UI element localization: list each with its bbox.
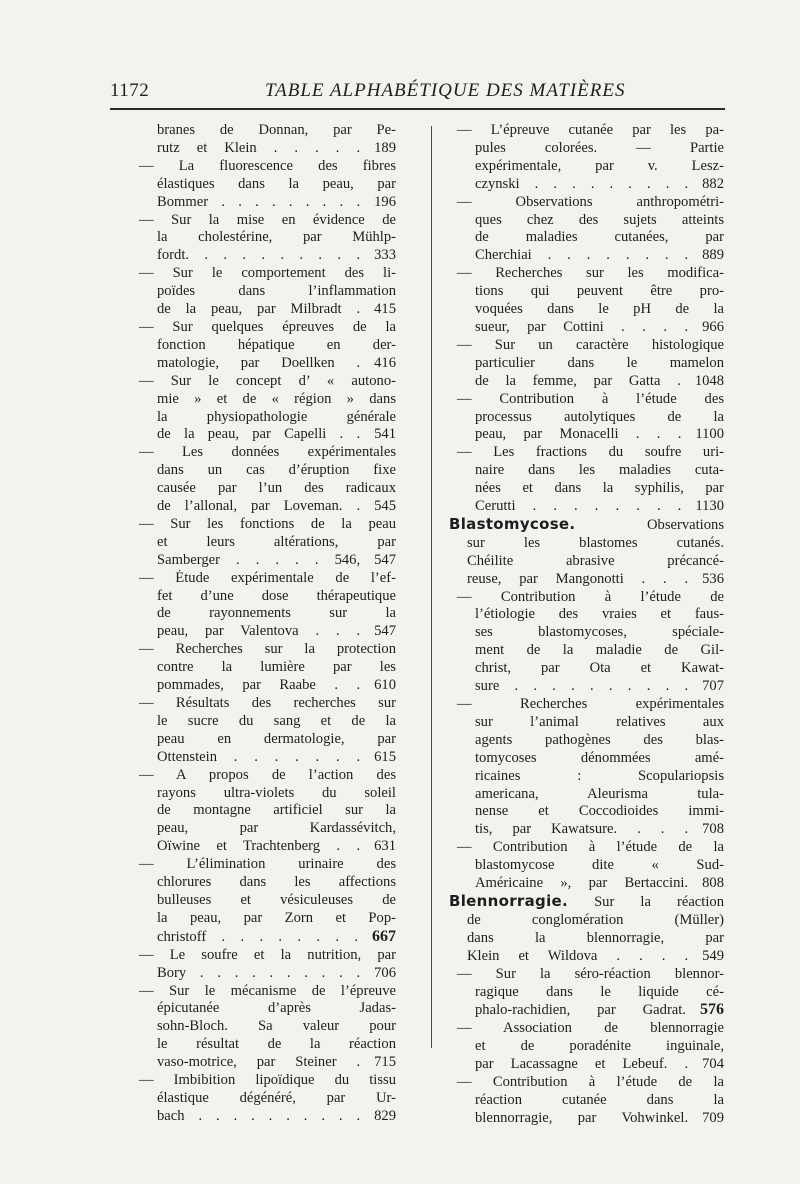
entry-line: l’étiologie des vraies et faus- bbox=[475, 606, 724, 623]
entry-line: la peau, par Zorn et Pop- bbox=[157, 909, 396, 926]
entry-line: — Les fractions du soufre uri- bbox=[457, 444, 724, 461]
entry-line: de rayonnements sur la bbox=[157, 605, 396, 622]
entry-text: Cerutti . . . . . . . . bbox=[475, 498, 682, 515]
entry-line: — Les données expérimentales bbox=[139, 444, 396, 461]
index-entry bbox=[449, 265, 724, 337]
entry-line: le résultat de la réaction bbox=[157, 1036, 396, 1053]
entry-line: Chéilite abrasive précancé- bbox=[467, 552, 724, 569]
index-entry bbox=[449, 122, 724, 194]
entry-last-line bbox=[449, 1110, 724, 1128]
entry-line: pules colorées. — Partie bbox=[475, 139, 724, 156]
entry-line: — Recherches sur les modifica- bbox=[457, 265, 724, 282]
entry-last-line bbox=[449, 176, 724, 194]
entry-line: — Sur le concept d’ « autono- bbox=[139, 372, 396, 389]
index-entry bbox=[131, 265, 396, 319]
entry-line: blastomycose dite « Sud- bbox=[475, 857, 724, 874]
entry-text: Ottenstein . . . . . . . bbox=[157, 748, 361, 765]
entry-line: ragique dans le liquide cé- bbox=[475, 983, 724, 1000]
entry-page-number: 704 bbox=[702, 1056, 724, 1073]
entry-page-number: 547 bbox=[374, 551, 396, 568]
entry-last-line bbox=[449, 678, 724, 696]
entry-page-number: 1100 bbox=[695, 426, 724, 443]
entry-line: le sucre du sang et de la bbox=[157, 712, 396, 729]
index-entry bbox=[131, 516, 396, 570]
entry-line: — Contribution à l’étude des bbox=[457, 390, 724, 407]
column-divider bbox=[431, 126, 432, 1048]
index-entry bbox=[131, 570, 396, 642]
entry-text: reuse, par Mangonotti . . . bbox=[467, 570, 689, 587]
entry-line: ment de la maladie de Gil- bbox=[475, 642, 724, 659]
entry-line: sur les blastomes cutanés. bbox=[467, 534, 724, 551]
entry-page-number: 707 bbox=[702, 678, 724, 695]
index-entry bbox=[449, 1020, 724, 1074]
entry-last-line bbox=[449, 948, 724, 966]
entry-page-number: 631 bbox=[374, 838, 396, 855]
index-entry bbox=[131, 212, 396, 266]
index-entry bbox=[449, 966, 724, 1021]
index-entry bbox=[131, 1072, 396, 1126]
index-entry bbox=[449, 444, 724, 516]
entry-line: — Observations anthropométri- bbox=[457, 193, 724, 210]
entry-line: et leurs altérations, par bbox=[157, 533, 396, 550]
right-column bbox=[449, 122, 724, 1128]
entry-line: élastiques dans la peau, par bbox=[157, 175, 396, 192]
entry-last-line bbox=[449, 1056, 724, 1074]
entry-line: — Le soufre et la nutrition, par bbox=[139, 946, 396, 963]
entry-line: ques chez des sujets atteints bbox=[475, 211, 724, 228]
entry-last-line bbox=[131, 247, 396, 265]
index-heading-entry bbox=[449, 516, 724, 589]
entry-page-number: 715 bbox=[374, 1054, 396, 1071]
index-entry bbox=[131, 158, 396, 212]
entry-line: — Association de blennorragie bbox=[457, 1020, 724, 1037]
entry-last-line bbox=[131, 677, 396, 695]
entry-line: nées et dans la syphilis, par bbox=[475, 480, 724, 497]
entry-page-number: 536 bbox=[702, 570, 724, 587]
entry-line: nense et Coccodioides immi- bbox=[475, 803, 724, 820]
entry-line: sohn-Bloch. Sa valeur pour bbox=[157, 1018, 396, 1035]
entry-line: mie » et de « région » dans bbox=[157, 390, 396, 407]
entry-page-number: 615 bbox=[374, 748, 396, 765]
entry-last-line bbox=[131, 355, 396, 373]
entry-line: sur l’animal relatives aux bbox=[475, 713, 724, 730]
entry-last-line bbox=[449, 426, 724, 444]
entry-line: voquées dans le pH de la bbox=[475, 301, 724, 318]
entry-text: pommades, par Raabe . . bbox=[157, 677, 361, 694]
running-title: TABLE ALPHABÉTIQUE DES MATIÈRES bbox=[265, 80, 626, 101]
entry-last-line bbox=[131, 623, 396, 641]
entry-line: — Sur un caractère histologique bbox=[457, 336, 724, 353]
entry-last-line bbox=[449, 319, 724, 337]
entry-last-line bbox=[131, 140, 396, 158]
index-entry bbox=[131, 122, 396, 158]
entry-page-number: 706 bbox=[374, 964, 396, 981]
entry-text: sure . . . . . . . . . . bbox=[475, 678, 689, 695]
entry-line: réaction cutanée dans la bbox=[475, 1091, 724, 1108]
entry-text: czynski . . . . . . . . . bbox=[475, 175, 689, 192]
entry-page-number: 333 bbox=[374, 247, 396, 264]
entry-last-line bbox=[131, 965, 396, 983]
entry-line: dans la blennorragie, par bbox=[467, 929, 724, 946]
page-number: 1172 bbox=[110, 80, 150, 101]
index-entry bbox=[131, 983, 396, 1073]
index-entry bbox=[449, 391, 724, 445]
entry-page-number: 709 bbox=[702, 1109, 724, 1126]
index-entry bbox=[449, 696, 724, 839]
entry-text: Cherchiai . . . . . . . . bbox=[475, 247, 689, 264]
entry-page-number: 708 bbox=[702, 821, 724, 838]
entry-text: Bory . . . . . . . . . . bbox=[157, 964, 361, 981]
entry-line: fonction hépatique en der- bbox=[157, 336, 396, 353]
entry-line: chlorures dans les affections bbox=[157, 874, 396, 891]
index-entry bbox=[449, 839, 724, 893]
index-entry bbox=[449, 337, 724, 391]
index-entry bbox=[131, 319, 396, 373]
entry-last-line bbox=[131, 426, 396, 444]
entry-line: fet d’une dose thérapeutique bbox=[157, 587, 396, 604]
entry-line: — Sur les fonctions de la peau bbox=[139, 515, 396, 532]
entry-line: élastique dégénéré, par Ur- bbox=[157, 1089, 396, 1106]
entry-line: peau en dermatologie, par bbox=[157, 730, 396, 747]
index-entry bbox=[449, 589, 724, 696]
entry-last-line bbox=[131, 1108, 396, 1126]
entry-line: — L’épreuve cutanée par les pa- bbox=[457, 122, 724, 138]
entry-last-line bbox=[131, 838, 396, 856]
entry-page-number: 1048 bbox=[694, 372, 724, 389]
index-entry bbox=[131, 856, 396, 947]
entry-line: — Imbibition lipoïdique du tissu bbox=[139, 1072, 396, 1089]
entry-page-number: 549 bbox=[702, 947, 724, 964]
leader-space bbox=[681, 373, 687, 389]
entry-line: rayons ultra-violets du soleil bbox=[157, 784, 396, 801]
entry-line: — Sur la mise en évidence de bbox=[139, 211, 396, 228]
entry-last-line bbox=[131, 1054, 396, 1072]
entry-line: et de poradénite inguinale, bbox=[475, 1038, 724, 1055]
entry-line: causée par l’un des radicaux bbox=[157, 480, 396, 497]
entry-line: ricaines : Scopulariopsis bbox=[475, 767, 724, 784]
entry-line: tomycoses dénommées amé- bbox=[475, 749, 724, 766]
entry-text: fordt. . . . . . . . . . bbox=[157, 247, 361, 264]
entry-text: blennorragie, par Vohwinkel. bbox=[475, 1109, 689, 1126]
entry-last-line bbox=[449, 571, 724, 589]
entry-line: — La fluorescence des fibres bbox=[139, 157, 396, 174]
entry-text: de l’allonal, par Loveman. . bbox=[157, 498, 361, 515]
entry-line: naire dans les maladies cuta- bbox=[475, 462, 724, 479]
index-entry bbox=[449, 194, 724, 266]
index-entry bbox=[449, 1074, 724, 1128]
entry-page-number: 196 bbox=[374, 193, 396, 210]
index-entry bbox=[131, 444, 396, 516]
entry-page-number: 541 bbox=[374, 426, 396, 443]
entry-line: — Recherches sur la protection bbox=[139, 641, 396, 658]
entry-line: épicutanée d’après Jadas- bbox=[157, 1000, 396, 1017]
entry-last-line bbox=[449, 875, 724, 893]
entry-text: Klein et Wildova . . . . bbox=[467, 947, 689, 964]
entry-page-number: 889 bbox=[702, 247, 724, 264]
entry-text: de la peau, par Milbradt . bbox=[157, 301, 361, 318]
entry-last-line bbox=[131, 552, 396, 570]
entry-page-number: 882 bbox=[702, 175, 724, 192]
entry-page-number: 545 bbox=[374, 498, 396, 515]
entry-line: particulier dans le mamelon bbox=[475, 354, 724, 371]
entry-line: — Contribution à l’étude de la bbox=[457, 839, 724, 856]
entry-line: contre la lumière par les bbox=[157, 659, 396, 676]
entry-line bbox=[449, 516, 724, 535]
entry-line: — L’élimination urinaire des bbox=[139, 856, 396, 873]
entry-line: — Recherches expérimentales bbox=[457, 696, 724, 712]
index-entry bbox=[131, 641, 396, 695]
entry-page-number: 415 bbox=[374, 301, 396, 318]
entry-page-number: 576 bbox=[700, 1001, 724, 1019]
entry-last-line bbox=[131, 749, 396, 767]
entry-text: de la femme, par Gatta . bbox=[475, 372, 681, 389]
entry-line: la physiopathologie générale bbox=[157, 408, 396, 425]
entry-line: tions qui peuvent être pro- bbox=[475, 283, 724, 300]
entry-line: — Sur le comportement des li- bbox=[139, 265, 396, 282]
entry-text: tis, par Kawatsure. . . . bbox=[475, 821, 689, 838]
entry-line: branes de Donnan, par Pe- bbox=[157, 122, 396, 138]
entry-page-number: 1130 bbox=[695, 498, 724, 515]
entry-line: christ, par Ota et Kawat- bbox=[475, 660, 724, 677]
entry-line: — Résultats des recherches sur bbox=[139, 695, 396, 711]
entry-text: de la peau, par Capelli . . bbox=[157, 426, 361, 443]
entry-line: — Sur quelques épreuves de la bbox=[139, 318, 396, 335]
entry-line: expérimentale, par v. Lesz- bbox=[475, 157, 724, 174]
entry-line: la cholestérine, par Mühlp- bbox=[157, 229, 396, 246]
entry-text: bach . . . . . . . . . . bbox=[157, 1107, 361, 1124]
entry-line: — Contribution à l’étude de la bbox=[457, 1074, 724, 1091]
entry-line: de conglomération (Müller) bbox=[467, 911, 724, 928]
entry-text: peau, par Valentova . . . bbox=[157, 623, 361, 640]
entry-page-number: 547 bbox=[374, 623, 396, 640]
entry-page-number: 189 bbox=[374, 139, 396, 156]
entry-text: matologie, par Doellken . bbox=[157, 354, 361, 371]
entry-last-line bbox=[131, 301, 396, 319]
entry-text: peau, par Monacelli . . . bbox=[475, 426, 682, 443]
page-header bbox=[110, 78, 725, 104]
index-entry bbox=[131, 767, 396, 857]
entry-text: Sur la réaction bbox=[594, 893, 724, 910]
entry-line: processus autolytiques de la bbox=[475, 408, 724, 425]
entry-page-number: 610 bbox=[374, 677, 396, 694]
index-entry bbox=[131, 373, 396, 445]
entry-text: vaso-motrice, par Steiner . bbox=[157, 1054, 361, 1071]
entry-page-number: 808 bbox=[702, 875, 724, 892]
entry-line: ses blastomycoses, spéciale- bbox=[475, 624, 724, 641]
entry-text: par Lacassagne et Lebeuf. . bbox=[475, 1056, 689, 1073]
entry-last-line bbox=[449, 373, 724, 391]
entry-page-number: 416 bbox=[374, 354, 396, 371]
entry-line: — Étude expérimentale de l’ef- bbox=[139, 569, 396, 586]
entry-line: agents pathogènes des blas- bbox=[475, 731, 724, 748]
entry-last-line bbox=[131, 498, 396, 516]
entry-page-number: 966 bbox=[702, 318, 724, 335]
entry-line: — Sur le mécanisme de l’épreuve bbox=[139, 982, 396, 999]
index-entry bbox=[131, 695, 396, 767]
entry-text: Bommer . . . . . . . . . bbox=[157, 193, 361, 210]
entry-text: Américaine », par Bertaccini. bbox=[475, 875, 689, 892]
entry-last-line bbox=[131, 194, 396, 212]
entry-line: — Contribution à l’étude de bbox=[457, 588, 724, 605]
entry-line: de montagne artificiel sur la bbox=[157, 802, 396, 819]
entry-keyword: Blastomycose. bbox=[449, 515, 576, 533]
entry-page-number: 829 bbox=[374, 1107, 396, 1124]
entry-text: christoff . . . . . . . . bbox=[157, 928, 358, 945]
entry-line: bulleuses et vésiculeuses de bbox=[157, 891, 396, 908]
entry-text: rutz et Klein . . . . . bbox=[157, 139, 361, 156]
entry-line: — A propos de l’action des bbox=[139, 766, 396, 783]
entry-last-line bbox=[449, 1001, 724, 1020]
index-entry bbox=[131, 947, 396, 983]
entry-text: phalo-rachidien, par Gadrat. bbox=[475, 1002, 686, 1019]
entry-keyword: Blennorragie. bbox=[449, 892, 568, 910]
entry-line: poïdes dans l’inflammation bbox=[157, 283, 396, 300]
entry-text: Samberger . . . . . 546, bbox=[157, 551, 361, 568]
entry-line bbox=[449, 893, 724, 912]
entry-last-line bbox=[449, 247, 724, 265]
entry-text: Observations bbox=[646, 516, 724, 533]
entry-page-number: 667 bbox=[372, 927, 396, 945]
entry-line: peau, par Kardassévitch, bbox=[157, 820, 396, 837]
entry-line: — Sur la séro-réaction blennor- bbox=[457, 965, 724, 982]
header-rule bbox=[110, 108, 725, 110]
entry-last-line bbox=[131, 928, 396, 947]
entry-line: dans un cas d’éruption fixe bbox=[157, 462, 396, 479]
index-heading-entry bbox=[449, 893, 724, 966]
entry-text: sueur, par Cottini . . . . bbox=[475, 318, 689, 335]
entry-last-line bbox=[449, 498, 724, 516]
entry-line: de maladies cutanées, par bbox=[475, 229, 724, 246]
entry-line: americana, Aleurisma tula- bbox=[475, 785, 724, 802]
left-column bbox=[131, 122, 396, 1126]
entry-last-line bbox=[449, 821, 724, 839]
entry-text: Oïwine et Trachtenberg . . bbox=[157, 838, 361, 855]
